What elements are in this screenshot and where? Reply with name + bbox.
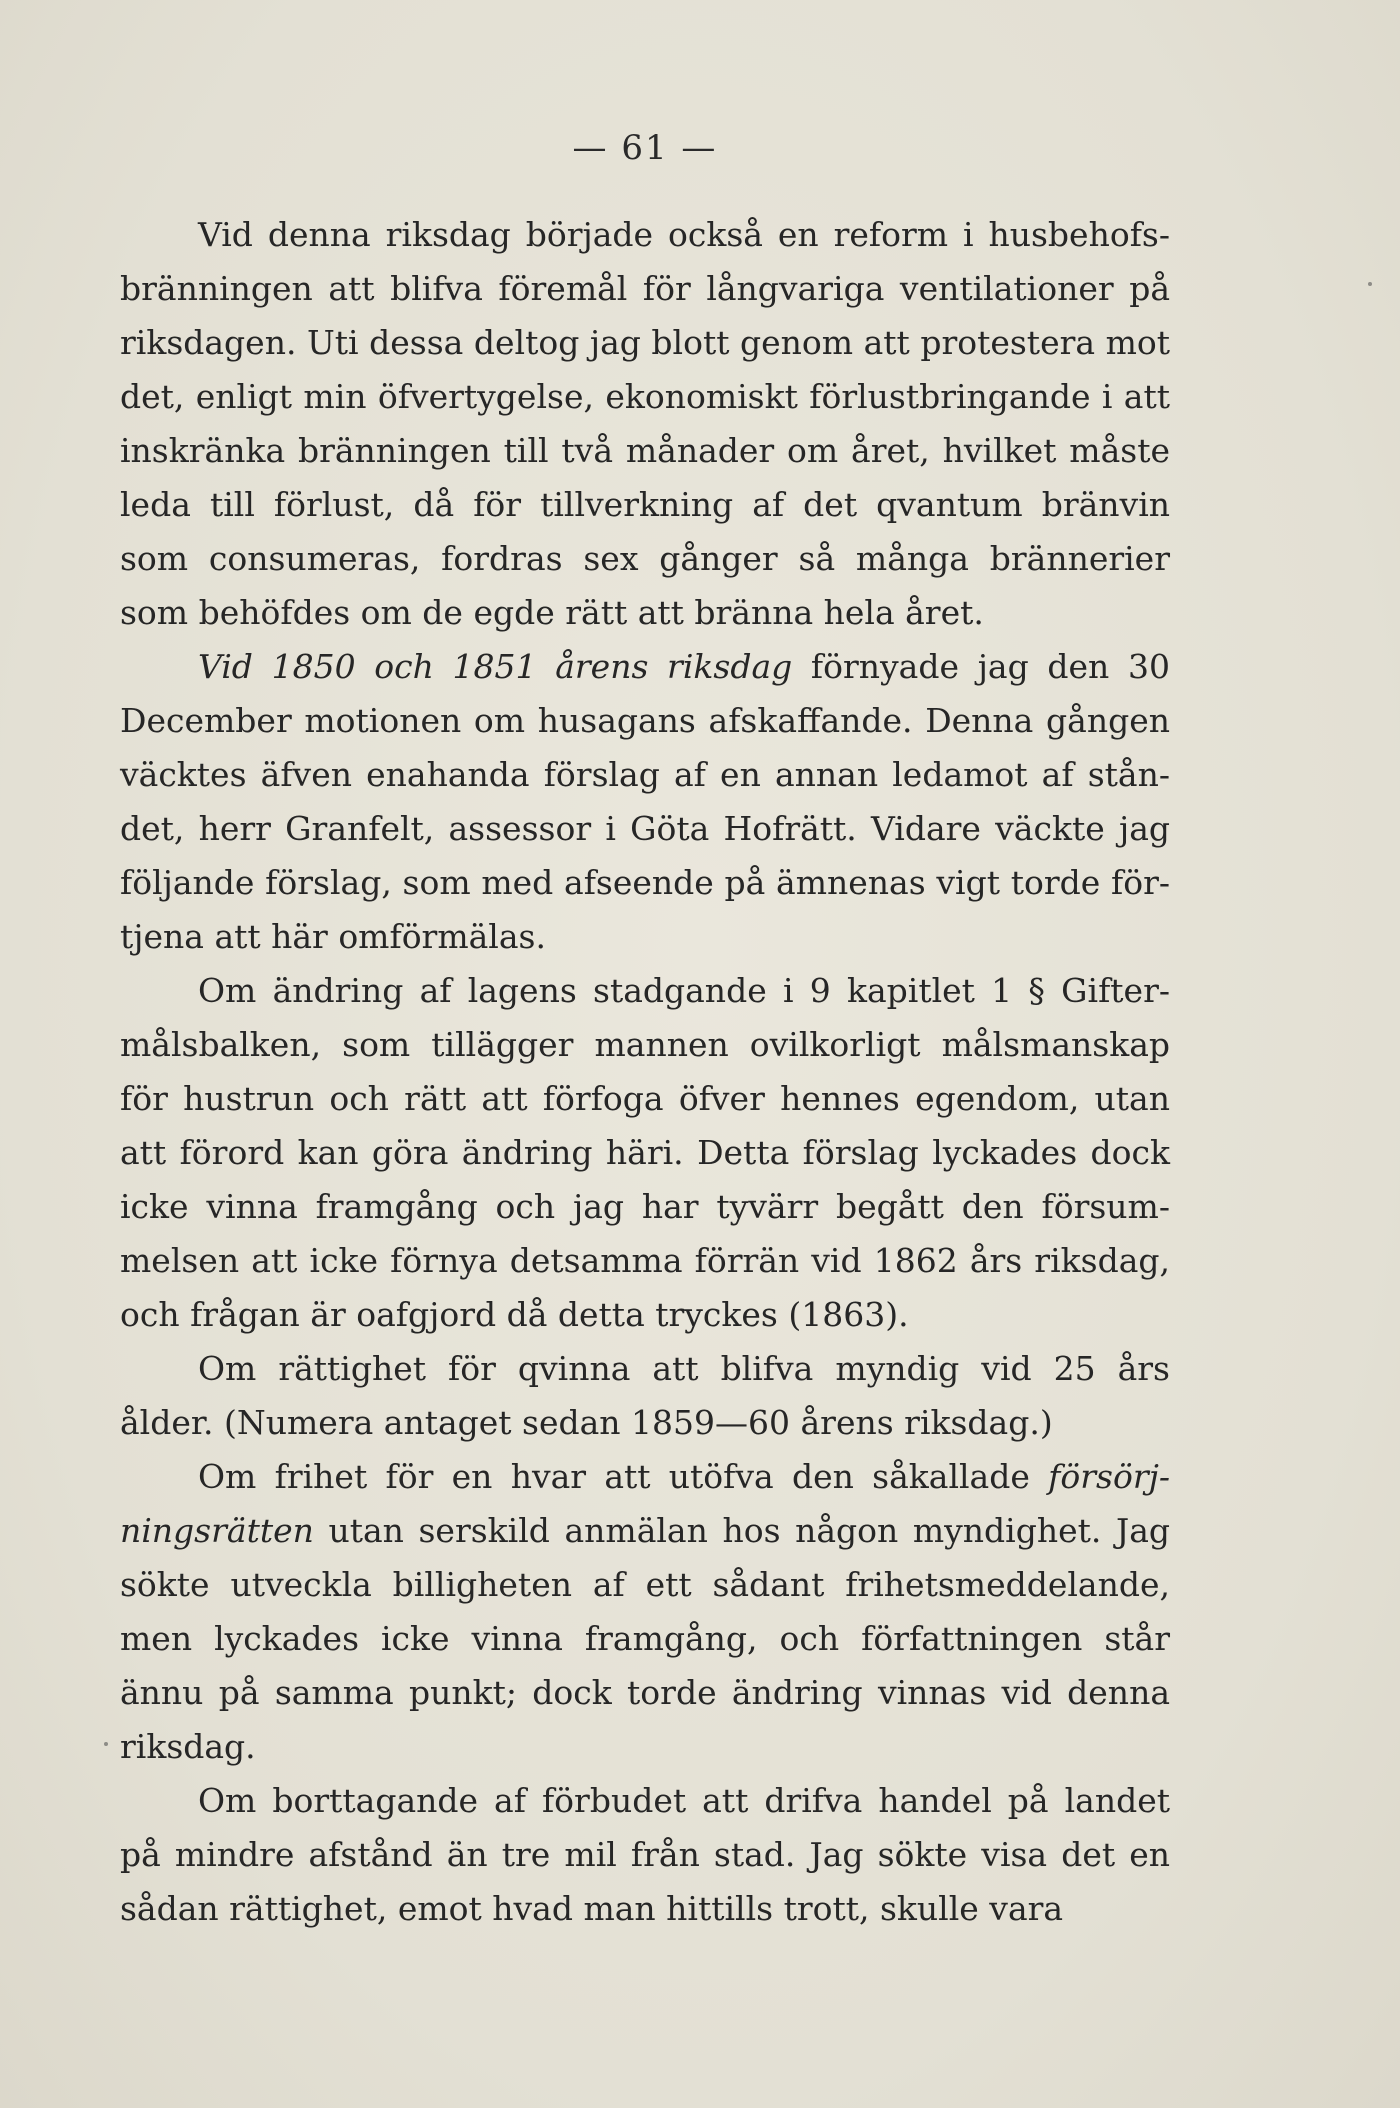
paragraph: [120, 1774, 1170, 1936]
body-text: [120, 208, 1170, 1936]
paragraph: [120, 1342, 1170, 1450]
paper-speck: [104, 1742, 108, 1746]
text-segment: Om frihet för en hvar att utöfva den såkallade: [198, 1457, 1049, 1496]
paragraph: [120, 208, 1170, 640]
paragraph: [120, 964, 1170, 1342]
text-segment: Om borttagande af förbudet att drifva handel på landet på mindre afstånd än tre mil från stad. Jag sökte visa det en sådan rättighet, emot hvad man hittills trott, skulle vara: [120, 1781, 1170, 1928]
paragraph: [120, 640, 1170, 964]
text-segment: utan serskild anmälan hos någon myndighet. Jag sökte utveckla billigheten af ett sådant frihetsmeddelande, men lyckades icke vinna framgång, och författningen står ännu på samma punkt; dock torde ändring vinnas vid denna riksdag.: [120, 1511, 1170, 1766]
text-segment: Om ändring af lagens stadgande i 9 kapitlet 1 § Giftermålsbalken, som tillägger mannen ovilkorligt målsmanskap för hustrun och rätt att förfoga öfver hennes egendom, utan att förord kan göra ändring häri. Detta förslag lyckades dock icke vinna framgång och jag har tyvärr begått den försummelsen att icke förnya detsamma förrän vid 1862 års riksdag, och frågan är oafgjord då detta tryckes (1863).: [120, 971, 1170, 1334]
page-number: — 61 —: [572, 128, 718, 168]
text-segment: förnyade jag den 30 December motionen om husagans afskaffande. Denna gången väcktes äfven enahanda förslag af en annan ledamot af ståndet, herr Granfelt, assessor i Göta Hofrätt. Vidare väckte jag följande förslag, som med afseende på ämnenas vigt torde förtjena att här omförmälas.: [120, 647, 1170, 956]
paragraph: [120, 1450, 1170, 1774]
italic-text-segment: Vid 1850 och 1851 årens riksdag: [198, 647, 793, 686]
paper-speck: [1368, 282, 1372, 286]
text-segment: Vid denna riksdag började också en reform i husbehofsbränningen att blifva föremål för långvariga ventilationer på riksdagen. Uti dessa deltog jag blott genom att protestera mot det, enligt min öfvertygelse, ekonomiskt förlustbringande i att inskränka bränningen till två månader om året, hvilket måste leda till förlust, då för tillverkning af det qvantum bränvin som consumeras, fordras sex gånger så många brännerier som behöfdes om de egde rätt att bränna hela året.: [120, 215, 1170, 632]
text-segment: Om rättighet för qvinna att blifva myndig vid 25 års ålder. (Numera antaget sedan 1859—60 årens riksdag.): [120, 1349, 1170, 1442]
italic-text-segment: försörjningsrätten: [120, 1457, 1170, 1550]
